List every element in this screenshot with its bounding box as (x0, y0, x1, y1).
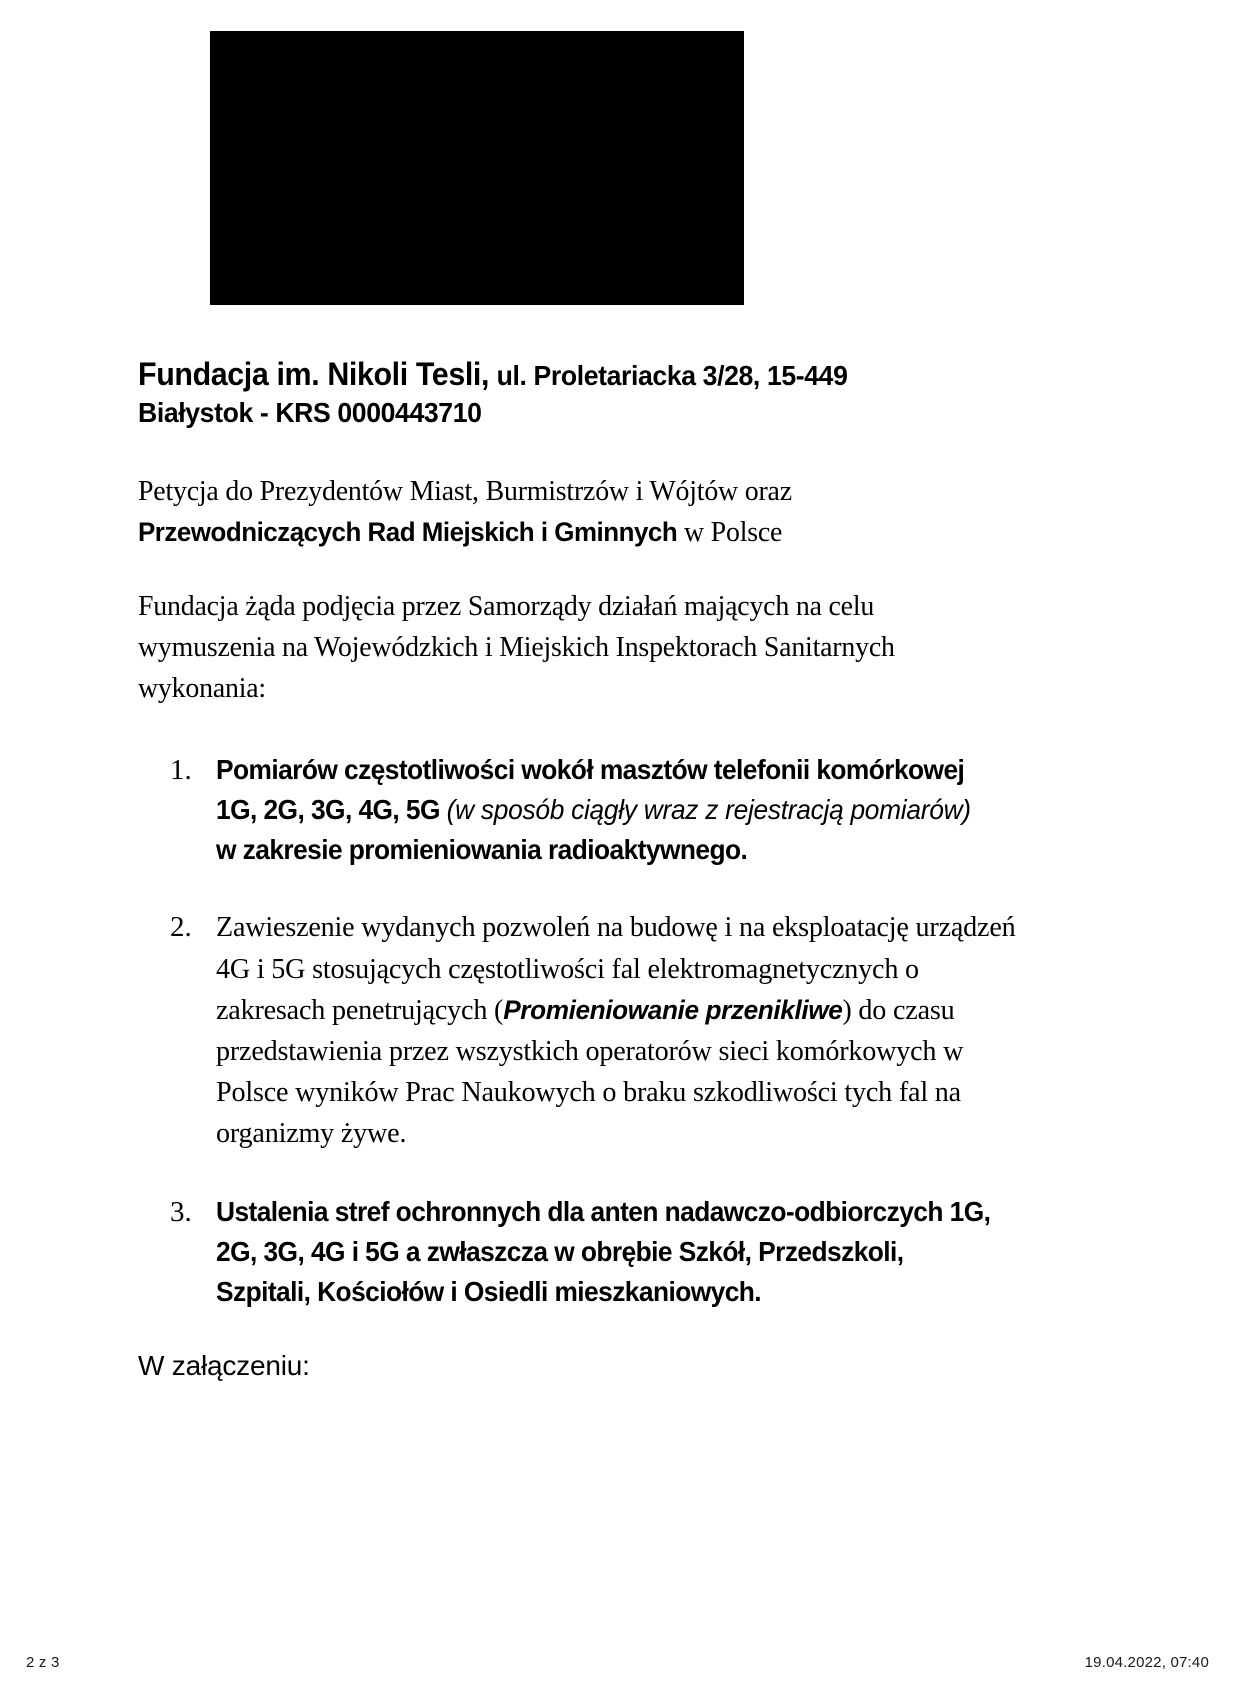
document-content (138, 355, 1098, 1382)
demands-list (138, 750, 1098, 1312)
footer-timestamp: 19.04.2022, 07:40 (1084, 1654, 1209, 1671)
redacted-header-block (210, 31, 744, 305)
footer-page-indicator: 2 z 3 (26, 1654, 60, 1671)
organisation-header (138, 355, 1050, 431)
demand-item-2-italic: Promieniowanie przenikliwe (503, 994, 843, 1025)
demand-item-2-text (216, 907, 1031, 1154)
organisation-address-line2: Białystok - KRS 0000443710 (138, 396, 482, 428)
addressee-part1: Petycja do Prezydentów Miast, Burmistrzów i Wójtów oraz (138, 475, 792, 508)
demand-item-3 (216, 1192, 1098, 1311)
demand-item-2-part-b: ) do czasu przedstawienia przez wszystkich operatorów sieci komórkowych w Polsce wyników Prac Naukowych o braku szkodliwości tych fal na organizmy żywe. (216, 993, 964, 1150)
closing-line: W załączeniu: (138, 1349, 310, 1381)
demand-item-3-part-a: Ustalenia stref ochronnych dla anten nadawczo-odbiorczych 1G, 2G, 3G, 4G i 5G a zwłaszcza w obrębie Szkół, Przedszkoli, Szpitali, Kościołów i Osiedli mieszkaniowych. (216, 1196, 991, 1307)
demand-item-2-part-a: Zawieszenie wydanych pozwoleń na budowę i na eksploatację urządzeń 4G i 5G stosujących częstotliwości fal elektromagnetycznych o zakresach penetrujących ( (216, 911, 1016, 1026)
demand-item-1-italic: (w sposób ciągły wraz z rejestracją pomiarów) (446, 793, 971, 825)
demand-item-1-part-b: w zakresie promieniowania radioaktywnego. (216, 833, 748, 865)
addressee-paragraph (138, 471, 848, 552)
demand-item-3-text (216, 1192, 996, 1311)
demand-item-1-part-a: Pomiarów częstotliwości wokół masztów telefonii komórkowej 1G, 2G, 3G, 4G, 5G (216, 754, 965, 825)
organisation-address: ul. Proletariacka 3/28, 15-449 (496, 360, 848, 391)
addressee-part3: w Polsce (677, 515, 783, 548)
demand-item-1-text (216, 750, 996, 869)
addressee-bold-part: Przewodniczących Rad Miejskich i Gminnych (138, 516, 678, 547)
demand-item-2 (216, 907, 1098, 1154)
demand-item-1 (216, 750, 1098, 869)
demand-intro-paragraph: Fundacja żąda podjęcia przez Samorządy działań mających na celu wymuszenia na Wojewódzkich i Miejskich Inspektorach Sanitarnych wykonania: (138, 590, 895, 704)
organisation-name: Fundacja im. Nikoli Tesli, (138, 356, 490, 392)
